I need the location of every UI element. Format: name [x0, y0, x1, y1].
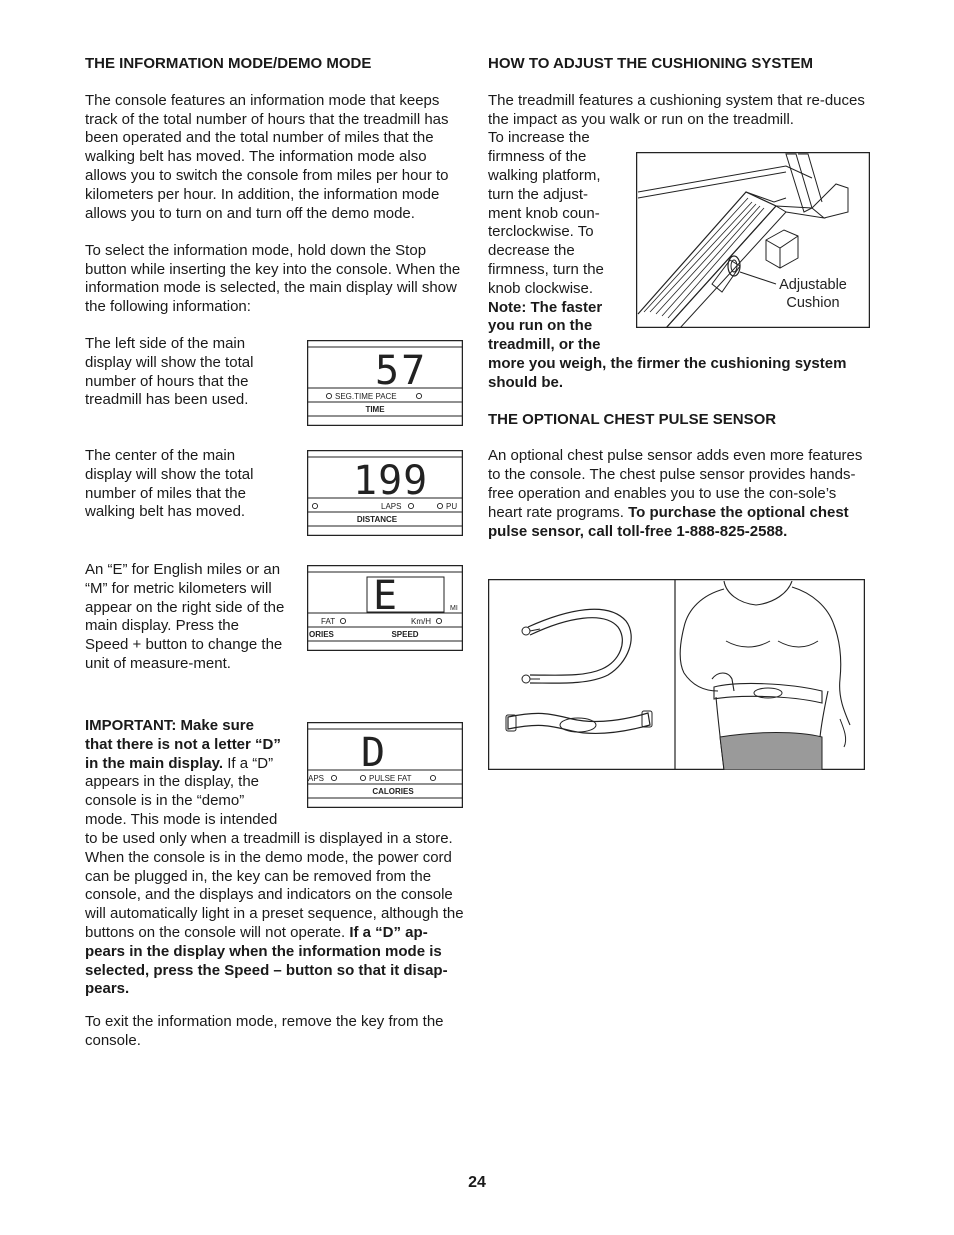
- cushion-label-2: Cushion: [786, 295, 840, 311]
- demo-block: [85, 717, 285, 830]
- display-miles-bottom: DISTANCE: [356, 515, 398, 524]
- miles-block: [85, 447, 285, 522]
- info-mode-heading: THE INFORMATION MODE/DEMO MODE: [85, 55, 372, 72]
- display-demo-value: D: [361, 730, 386, 776]
- display-units-figure: [307, 565, 463, 651]
- cushion-note-bold: Note: The faster you run on the treadmill, or the: [488, 298, 603, 354]
- cushion-note-narrow: [488, 299, 613, 355]
- treadmill-cushion-illustration: [636, 152, 870, 328]
- cushion-note-bold-2: more you weigh, the firmer the cushioning system should be.: [488, 354, 847, 391]
- cushion-instructions: To increase the firmness of the walking platform, turn the adjust-ment knob coun-terclockwise. To decrease the firmness, turn the knob clockwise.: [488, 129, 604, 297]
- display-units-bottom-left: ORIES: [309, 630, 334, 639]
- display-demo-figure: [307, 722, 463, 808]
- demo-text-full: [85, 830, 467, 999]
- chest-strap-figure: [488, 579, 865, 770]
- display-demo-labels: PULSE FAT: [369, 774, 412, 783]
- chest-strap-illustration: [488, 579, 865, 770]
- display-units-left-label: FAT: [321, 617, 336, 626]
- demo-block-full: [85, 830, 467, 1051]
- display-demo-bottom: CALORIES: [372, 787, 414, 796]
- display-miles-right-label: PU: [446, 502, 458, 511]
- page-number: 24: [468, 1174, 486, 1191]
- pulse-text: [488, 447, 873, 541]
- pulse-heading: THE OPTIONAL CHEST PULSE SENSOR: [488, 410, 777, 428]
- cushion-note-full: [488, 355, 873, 393]
- pulse-purchase: To purchase the optional chest pulse sensor, call toll-free 1-888-825-2588.: [488, 503, 849, 540]
- cushion-label-1: Adjustable: [779, 277, 847, 293]
- display-units-value: E: [373, 573, 398, 619]
- display-hours-figure: [307, 340, 463, 426]
- hours-block: [85, 335, 285, 410]
- demo-text-b: to be used only when a treadmill is displayed in a store. When the console is in the demo mode, the power cord can be plugged in, the key can be removed from the console, and the displays and indicators on the console will automatically light in a preset sequence, although the buttons on the console will not operate.: [85, 830, 464, 941]
- units-text: An “E” for English miles or an “M” for metric kilometers will appear on the right side of the main display. Press the Speed + button to change the unit of measure-ment.: [85, 561, 285, 672]
- info-mode-intro: The console features an information mode that keeps track of the total number of hours that the treadmill has been operated and the total number of miles that the walking belt has moved. The information mode also allows you to switch the console from miles per hour to kilometers per hour. In addition, the information mode allows you to turn on and turn off the demo mode.: [85, 91, 449, 222]
- hours-text: The left side of the main display will show the total number of hours that the treadmill has been used.: [85, 335, 254, 409]
- demo-important: IMPORTANT: Make sure that there is not a letter “D” in the main display.: [85, 717, 281, 772]
- display-hours-labels: SEG.TIME PACE: [335, 392, 397, 401]
- demo-text-a: If a “D” appears in the display, the console is in the “demo” mode. This mode is intended: [85, 754, 278, 828]
- info-mode-select: To select the information mode, hold down the Stop button while inserting the key into the console. When the information mode is selected, the main display will show the following information:: [85, 241, 461, 316]
- demo-text-narrow: [85, 717, 285, 830]
- units-block: [85, 561, 285, 674]
- left-column: [85, 55, 467, 317]
- display-units-right-label: Km/H: [411, 617, 431, 626]
- miles-text: The center of the main display will show the total number of miles that the walking belt has moved.: [85, 447, 254, 521]
- display-demo-left-label: APS: [308, 774, 325, 783]
- cushion-heading: HOW TO ADJUST THE CUSHIONING SYSTEM: [488, 55, 814, 72]
- display-hours-value: 57: [375, 348, 428, 394]
- exit-text: To exit the information mode, remove the key from the console.: [85, 1013, 444, 1049]
- display-hours-bottom: TIME: [365, 405, 385, 414]
- cushion-intro: The treadmill features a cushioning system that re-duces the impact as you walk or run on the treadmill.: [488, 91, 865, 128]
- demo-bold-2: If a “D” ap-pears in the display when the information mode is selected, press the Speed – button so that it disap-pears.: [85, 923, 448, 998]
- display-units-bottom: SPEED: [391, 630, 419, 639]
- cushion-figure: [636, 152, 870, 328]
- display-units-edge-label: MI: [450, 605, 458, 612]
- pulse-description: An optional chest pulse sensor adds even more features to the console. The chest pulse sensor provides hands-free operation and enables you to use the con-sole’s heart rate programs.: [488, 447, 863, 521]
- display-miles-value: 199: [353, 458, 429, 504]
- display-miles-figure: [307, 450, 463, 536]
- display-miles-labels: LAPS: [381, 502, 402, 511]
